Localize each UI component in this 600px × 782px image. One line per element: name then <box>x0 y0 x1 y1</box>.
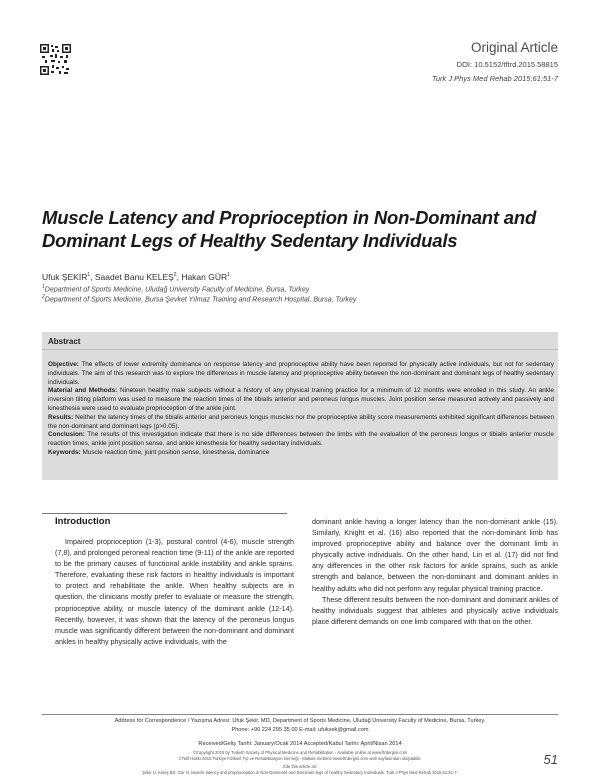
intro-paragraph: These different results between the non-dominant and dominant ankles of healthy individuals suggest that athletes and physically active individuals place different demands on one limb compared with that on the other. <box>312 594 558 626</box>
author-name: Ufuk ŞEKİR <box>42 272 88 282</box>
affiliation-1: $^1$Department of Sports Medicine, Uludağ University Faculty of Medicine, Bursa, Turkey <box>42 284 310 294</box>
received-accepted-dates: Received/Geliş Tarihi: January/Ocak 2014 Accepted/Kabul Tarihi: April/Nisan 2014 <box>198 741 402 747</box>
copyright-english: ©Copyright 2015 by Turkish Society of Physical Medicine and Rehabilitation - Available online at www.ftrdergisi.com <box>192 750 408 755</box>
introduction-heading: Introduction <box>55 516 111 527</box>
article-type-label: Original Article <box>470 40 558 55</box>
intro-right-column <box>312 516 558 627</box>
author-list: Ufuk ŞEKİR$^1$, Saadet Banu KELEŞ$^2$, Hakan GÜR$^1$ <box>42 272 230 282</box>
abstract-results: Results: Neither the latency times of the tibialis anterior and peroneus longus muscles nor the proprioceptive ability score measurements exhibited significant differences between the non-dominant and dominant legs (p>0.05). <box>48 413 554 430</box>
affiliation-2: $^2$Department of Sports Medicine, Bursa Şevket Yılmaz Training and Research Hospital, Bursa, Turkey <box>42 294 357 304</box>
paper-title <box>42 206 542 252</box>
abstract-divider <box>42 349 558 350</box>
abstract-conclusion: Conclusion: The results of this investigation indicate that there is no side differences between the limbs with the evaluation of the peroneus longus or tibialis anterior muscle reaction times, ankle joint position sense, and ankle kinesthesia for healthy sedentary individuals. <box>48 431 554 448</box>
intro-divider <box>42 513 287 514</box>
footer-divider <box>42 714 558 715</box>
title-line-2: Dominant Legs of Healthy Sedentary Individuals <box>42 230 458 251</box>
intro-left-column: Impaired proprioception (1-3), postural control (4-6), muscle strength (7,8), and prolonged peroneal reaction time (9-11) of the ankle are reported to be the primary causes of functional ankle instability and ankle sprains. Therefore, evaluating these risk factors in healthy individuals is important to protect and rehabilitate the ankle. When healthy subjects are in question, the clinicians mostly prefer to evaluate or measure the strength, proprioceptive ability, or muscle latency of the dominant ankle (12-14). Recently, however, it was shown that the latency of the peroneus longus muscle was significantly different between the non-dominant and dominant ankles in healthy physically active individuals, with the <box>55 537 294 646</box>
doi-link[interactable]: DOI: 10.5152/tftrd.2015.58815 <box>456 60 558 69</box>
abstract-objective: Objective: The effects of lower extremity dominance on response latency and proprioceptive ability have been reported for physically active individuals, but not for sedentary individuals. The aim of this research was to explore the differences in muscle latency and proprioceptive ability between the non-dominant and dominant legs of healthy sedentary individuals. <box>48 361 554 386</box>
correspondence-contact: Phone: +90 224 295 35 00 E-mail: ufuksek@gmail.com <box>231 727 369 733</box>
page-number: 51 <box>543 752 558 767</box>
qr-code-icon <box>40 44 71 75</box>
cite-text: Şekir U, Keleş BS, Gür H. Muscle latency and proprioception in Non-Dominant and Dominant legs of healthy Sedentary Individuals. Turk J Phys Med Rehab 2015;61:51-7. <box>142 770 458 775</box>
author-name: Saadet Banu KELEŞ <box>94 272 174 282</box>
cite-label: Cite this article as: <box>282 764 318 769</box>
abstract-heading: Abstract <box>48 337 81 346</box>
journal-citation: Turk J Phys Med Rehab 2015;61:51-7 <box>431 74 558 83</box>
abstract-methods: Material and Methods: Nineteen healthy male subjects without a history of any physical training practice for a minimum of 12 months were enrolled in this study. An ankle inversion tilting platform was used to measure the reaction times of the tibialis anterior and peroneus longus muscles. Joint position sense measured actively and passively and kinesthesia were used to evaluate proprioception of the ankle joint. <box>48 387 555 412</box>
intro-paragraph: dominant ankle having a longer latency than the non-dominant ankle (15). Similarly, Knight et al. (16) also reported that the non-dominant limb has improved proprioceptive ability and balance over the dominant limb in physically active individuals. On the other hand, Lin et al. (17) did not find any differences in the other risk factors for ankle sprains, such as ankle strength and balance, between the non-dominant and dominant ankles in healthy adults who did not perform any regular physical training practice. <box>312 517 558 593</box>
abstract-body <box>48 361 554 458</box>
author-name: Hakan GÜR <box>181 272 228 282</box>
title-line-1: Muscle Latency and Proprioception in Non-Dominant and <box>42 207 537 228</box>
copyright-turkish: ©Telif Hakkı 2015 Türkiye Fiziksel Tıp ve Rehabilitasyon Derneği - Makale metnine www.ftrdergisi.com web sayfasından ulaşılabilir. <box>178 756 422 761</box>
correspondence-address: Address for Correspondence / Yazışma Adresi: Ufuk Şekir, MD, Department of Sports Medicine, Uludağ University Faculty of Medicine, Bursa, Turkey. <box>114 718 486 724</box>
abstract-keywords: Keywords: Muscle reaction time, joint position sense, kinesthesia, dominance <box>48 448 270 456</box>
